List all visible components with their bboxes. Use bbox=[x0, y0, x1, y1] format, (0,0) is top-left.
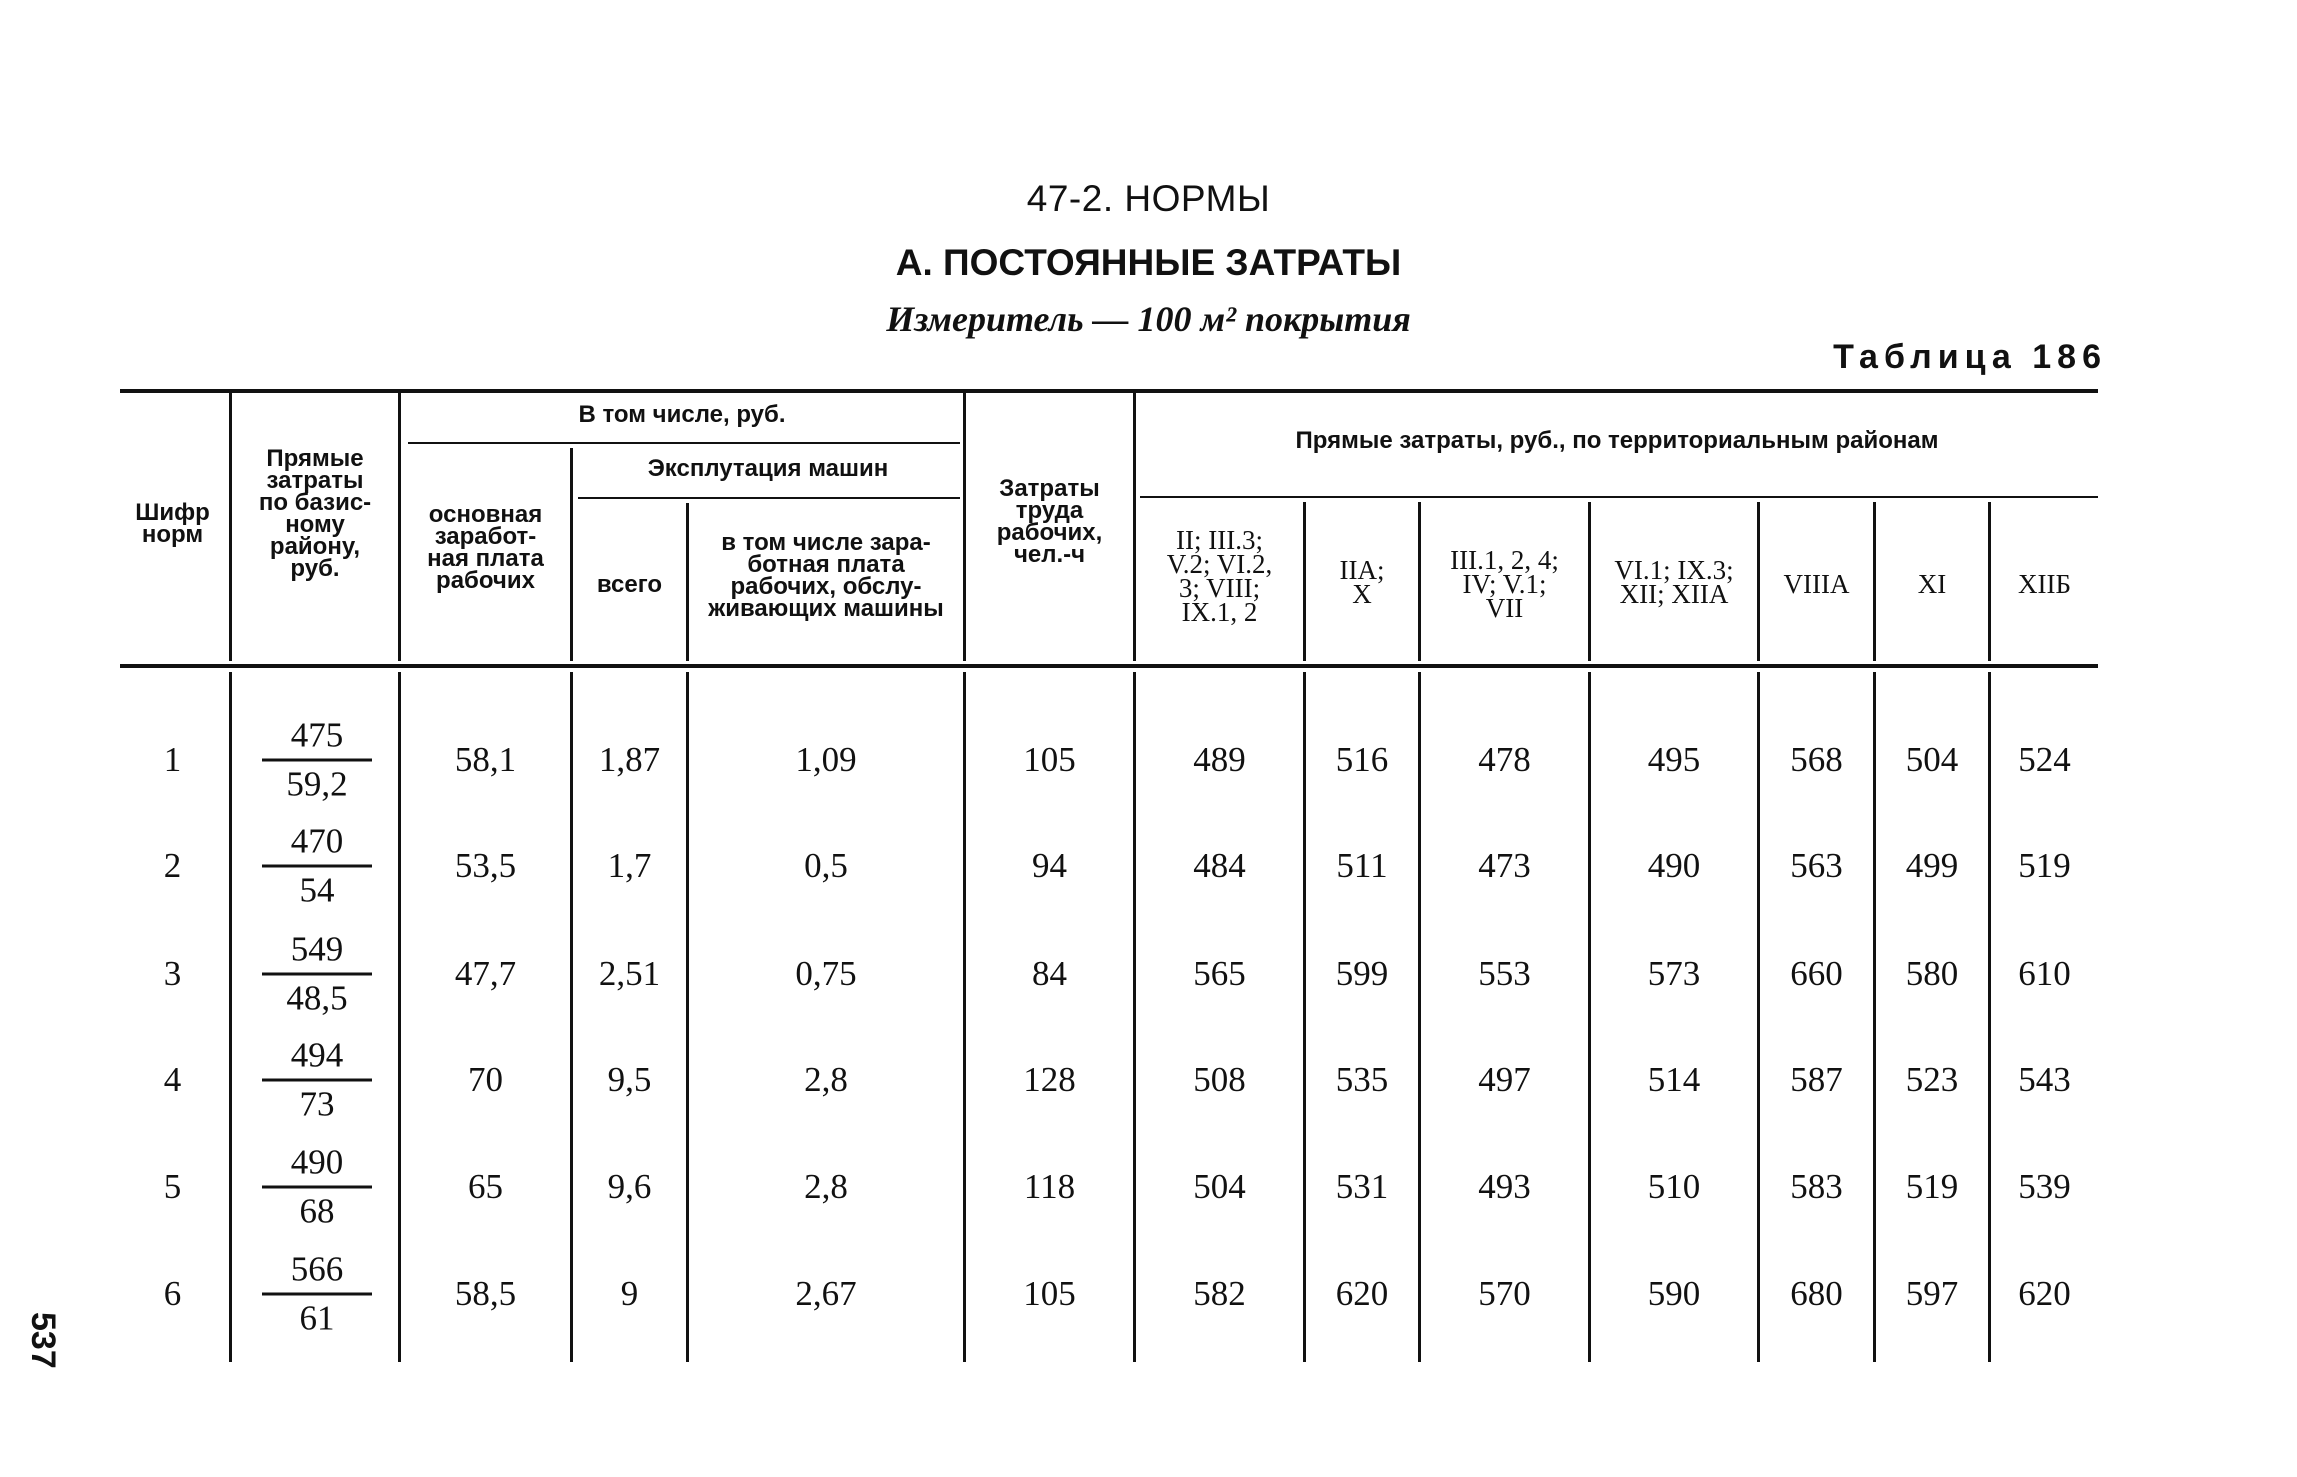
table-top-rule bbox=[120, 389, 2098, 393]
cell-region-2: 620 bbox=[1335, 1274, 1389, 1313]
cell-shifr: 1 bbox=[163, 740, 182, 779]
cell-region-6: 580 bbox=[1905, 954, 1959, 993]
fraction-denominator: 68 bbox=[299, 1191, 335, 1231]
fraction-numerator: 549 bbox=[290, 929, 344, 969]
cell-direct-base bbox=[262, 1249, 372, 1340]
cell-region-7: 620 bbox=[2018, 1274, 2071, 1313]
header-region-4: VI.1; IX.3; XII; XIIA bbox=[1614, 555, 1734, 609]
cell-direct-base bbox=[262, 715, 372, 806]
cell-region-7: 543 bbox=[2018, 1060, 2071, 1099]
cell-wage: 65 bbox=[468, 1167, 503, 1206]
header-machines: Эксплутация машин bbox=[647, 455, 889, 482]
cell-total: 9 bbox=[620, 1274, 639, 1313]
cell-labor: 128 bbox=[1023, 1060, 1076, 1099]
cell-region-1: 582 bbox=[1193, 1274, 1246, 1313]
fraction-bar bbox=[262, 1079, 372, 1082]
header-total: всего bbox=[596, 571, 663, 598]
cell-total: 1,7 bbox=[607, 846, 652, 885]
fraction-denominator: 61 bbox=[299, 1298, 335, 1338]
cell-region-7: 519 bbox=[2018, 846, 2071, 885]
fraction-numerator: 494 bbox=[290, 1035, 344, 1075]
cell-shifr: 5 bbox=[163, 1167, 182, 1206]
page-number: 537 bbox=[24, 1312, 62, 1369]
cell-region-2: 535 bbox=[1335, 1060, 1389, 1099]
header-region-1: II; III.3; V.2; VI.2, 3; VIII; IX.1, 2 bbox=[1166, 525, 1273, 627]
cell-region-6: 597 bbox=[1905, 1274, 1959, 1313]
section-title: 47-2. НОРМЫ bbox=[1026, 178, 1271, 219]
cell-region-1: 565 bbox=[1193, 954, 1246, 993]
cell-wage: 58,5 bbox=[454, 1274, 517, 1313]
header-wage: основная заработ- ная плата рабочих bbox=[427, 501, 544, 594]
cell-region-3: 493 bbox=[1478, 1167, 1531, 1206]
table-label: Таблица 186 bbox=[1833, 338, 2107, 376]
subsection-title: А. ПОСТОЯННЫЕ ЗАТРАТЫ bbox=[895, 242, 1402, 283]
cell-region-4: 573 bbox=[1647, 954, 1701, 993]
cell-region-4: 510 bbox=[1647, 1167, 1701, 1206]
cell-direct-base bbox=[262, 1035, 372, 1126]
cell-region-5: 587 bbox=[1790, 1060, 1843, 1099]
cell-labor: 94 bbox=[1032, 846, 1067, 885]
cell-region-4: 490 bbox=[1647, 846, 1701, 885]
cell-region-5: 563 bbox=[1790, 846, 1843, 885]
cell-region-5: 680 bbox=[1790, 1274, 1843, 1313]
cell-region-4: 495 bbox=[1647, 740, 1701, 779]
fraction-numerator: 470 bbox=[290, 821, 344, 861]
cell-shifr: 2 bbox=[163, 846, 182, 885]
cell-region-7: 524 bbox=[2018, 740, 2071, 779]
meter-caption: Измеритель — 100 м² покрытия bbox=[886, 299, 1411, 339]
cell-total: 9,6 bbox=[607, 1167, 652, 1206]
header-bottom-rule bbox=[120, 664, 2098, 668]
cell-region-5: 660 bbox=[1790, 954, 1843, 993]
cell-region-1: 504 bbox=[1193, 1167, 1246, 1206]
fraction-denominator: 73 bbox=[299, 1084, 335, 1124]
cell-shifr: 6 bbox=[163, 1274, 182, 1313]
fraction-denominator: 48,5 bbox=[286, 978, 348, 1018]
fraction-denominator: 54 bbox=[299, 870, 335, 910]
cell-region-6: 523 bbox=[1905, 1060, 1959, 1099]
incl-rub-underline bbox=[408, 442, 960, 444]
cell-region-7: 539 bbox=[2018, 1167, 2071, 1206]
cell-region-1: 489 bbox=[1193, 740, 1246, 779]
cell-region-3: 553 bbox=[1478, 954, 1531, 993]
cell-incl: 1,09 bbox=[795, 740, 857, 779]
cell-incl: 2,8 bbox=[804, 1060, 848, 1099]
cell-region-1: 508 bbox=[1193, 1060, 1246, 1099]
header-region-6: XI bbox=[1917, 569, 1947, 599]
body-vline bbox=[229, 672, 232, 1362]
header-labor: Затраты труда рабочих, чел.-ч bbox=[996, 475, 1103, 568]
cell-region-6: 504 bbox=[1905, 740, 1959, 779]
cell-region-2: 531 bbox=[1335, 1167, 1389, 1206]
cell-region-3: 497 bbox=[1478, 1060, 1531, 1099]
cell-total: 2,51 bbox=[598, 954, 661, 993]
header-shifr: Шифр норм bbox=[135, 499, 210, 548]
cell-incl: 2,67 bbox=[795, 1274, 857, 1313]
cell-region-2: 511 bbox=[1336, 846, 1388, 885]
header-region-3: III.1, 2, 4; IV; V.1; VII bbox=[1450, 545, 1559, 623]
cell-incl: 0,5 bbox=[804, 846, 848, 885]
cell-region-1: 484 bbox=[1193, 846, 1246, 885]
cell-incl: 0,75 bbox=[795, 954, 857, 993]
cell-region-6: 499 bbox=[1905, 846, 1959, 885]
cell-labor: 84 bbox=[1032, 954, 1067, 993]
cell-region-3: 570 bbox=[1478, 1274, 1531, 1313]
cell-shifr: 3 bbox=[163, 954, 182, 993]
cell-labor: 105 bbox=[1023, 1274, 1076, 1313]
cell-total: 9,5 bbox=[607, 1060, 652, 1099]
machines-underline bbox=[578, 497, 960, 499]
fraction-bar bbox=[262, 865, 372, 868]
cell-region-5: 568 bbox=[1790, 740, 1843, 779]
cell-incl: 2,8 bbox=[804, 1167, 848, 1206]
header-incl-wage: в том числе зара- ботная плата рабочих, обслу- живающих машины bbox=[708, 529, 944, 622]
header-region-5: VIIIA bbox=[1783, 569, 1850, 599]
fraction-numerator: 475 bbox=[290, 715, 344, 755]
header-regions-title: Прямые затраты, руб., по территориальным районам bbox=[1295, 427, 1939, 454]
fraction-denominator: 59,2 bbox=[286, 764, 348, 804]
cell-total: 1,87 bbox=[598, 740, 661, 779]
cell-wage: 58,1 bbox=[454, 740, 517, 779]
header-vline bbox=[570, 448, 573, 661]
cell-region-2: 516 bbox=[1335, 740, 1389, 779]
fraction-numerator: 566 bbox=[290, 1249, 344, 1289]
cell-shifr: 4 bbox=[163, 1060, 182, 1099]
cell-wage: 47,7 bbox=[454, 954, 517, 993]
regions-underline bbox=[1140, 496, 2098, 498]
cell-direct-base bbox=[262, 929, 372, 1020]
cell-direct-base bbox=[262, 821, 372, 912]
fraction-bar bbox=[262, 759, 372, 762]
cell-region-4: 514 bbox=[1647, 1060, 1701, 1099]
header-incl-rub: В том числе, руб. bbox=[578, 401, 786, 428]
cell-wage: 53,5 bbox=[454, 846, 517, 885]
cell-region-6: 519 bbox=[1905, 1167, 1959, 1206]
header-region-7: XIIБ bbox=[2018, 569, 2071, 599]
cell-region-5: 583 bbox=[1790, 1167, 1843, 1206]
fraction-bar bbox=[262, 1186, 372, 1189]
header-direct-base: Прямые затраты по базис- ному району, руб. bbox=[258, 445, 372, 582]
header-region-2: IIA; X bbox=[1339, 555, 1385, 609]
cell-region-2: 599 bbox=[1335, 954, 1389, 993]
cell-region-3: 478 bbox=[1478, 740, 1531, 779]
cell-labor: 105 bbox=[1023, 740, 1076, 779]
fraction-numerator: 490 bbox=[290, 1142, 344, 1182]
cell-region-4: 590 bbox=[1647, 1274, 1701, 1313]
cell-labor: 118 bbox=[1023, 1167, 1076, 1206]
cell-wage: 70 bbox=[468, 1060, 503, 1099]
cell-region-3: 473 bbox=[1478, 846, 1531, 885]
fraction-bar bbox=[262, 1293, 372, 1296]
cell-region-7: 610 bbox=[2018, 954, 2071, 993]
cell-direct-base bbox=[262, 1142, 372, 1233]
fraction-bar bbox=[262, 973, 372, 976]
